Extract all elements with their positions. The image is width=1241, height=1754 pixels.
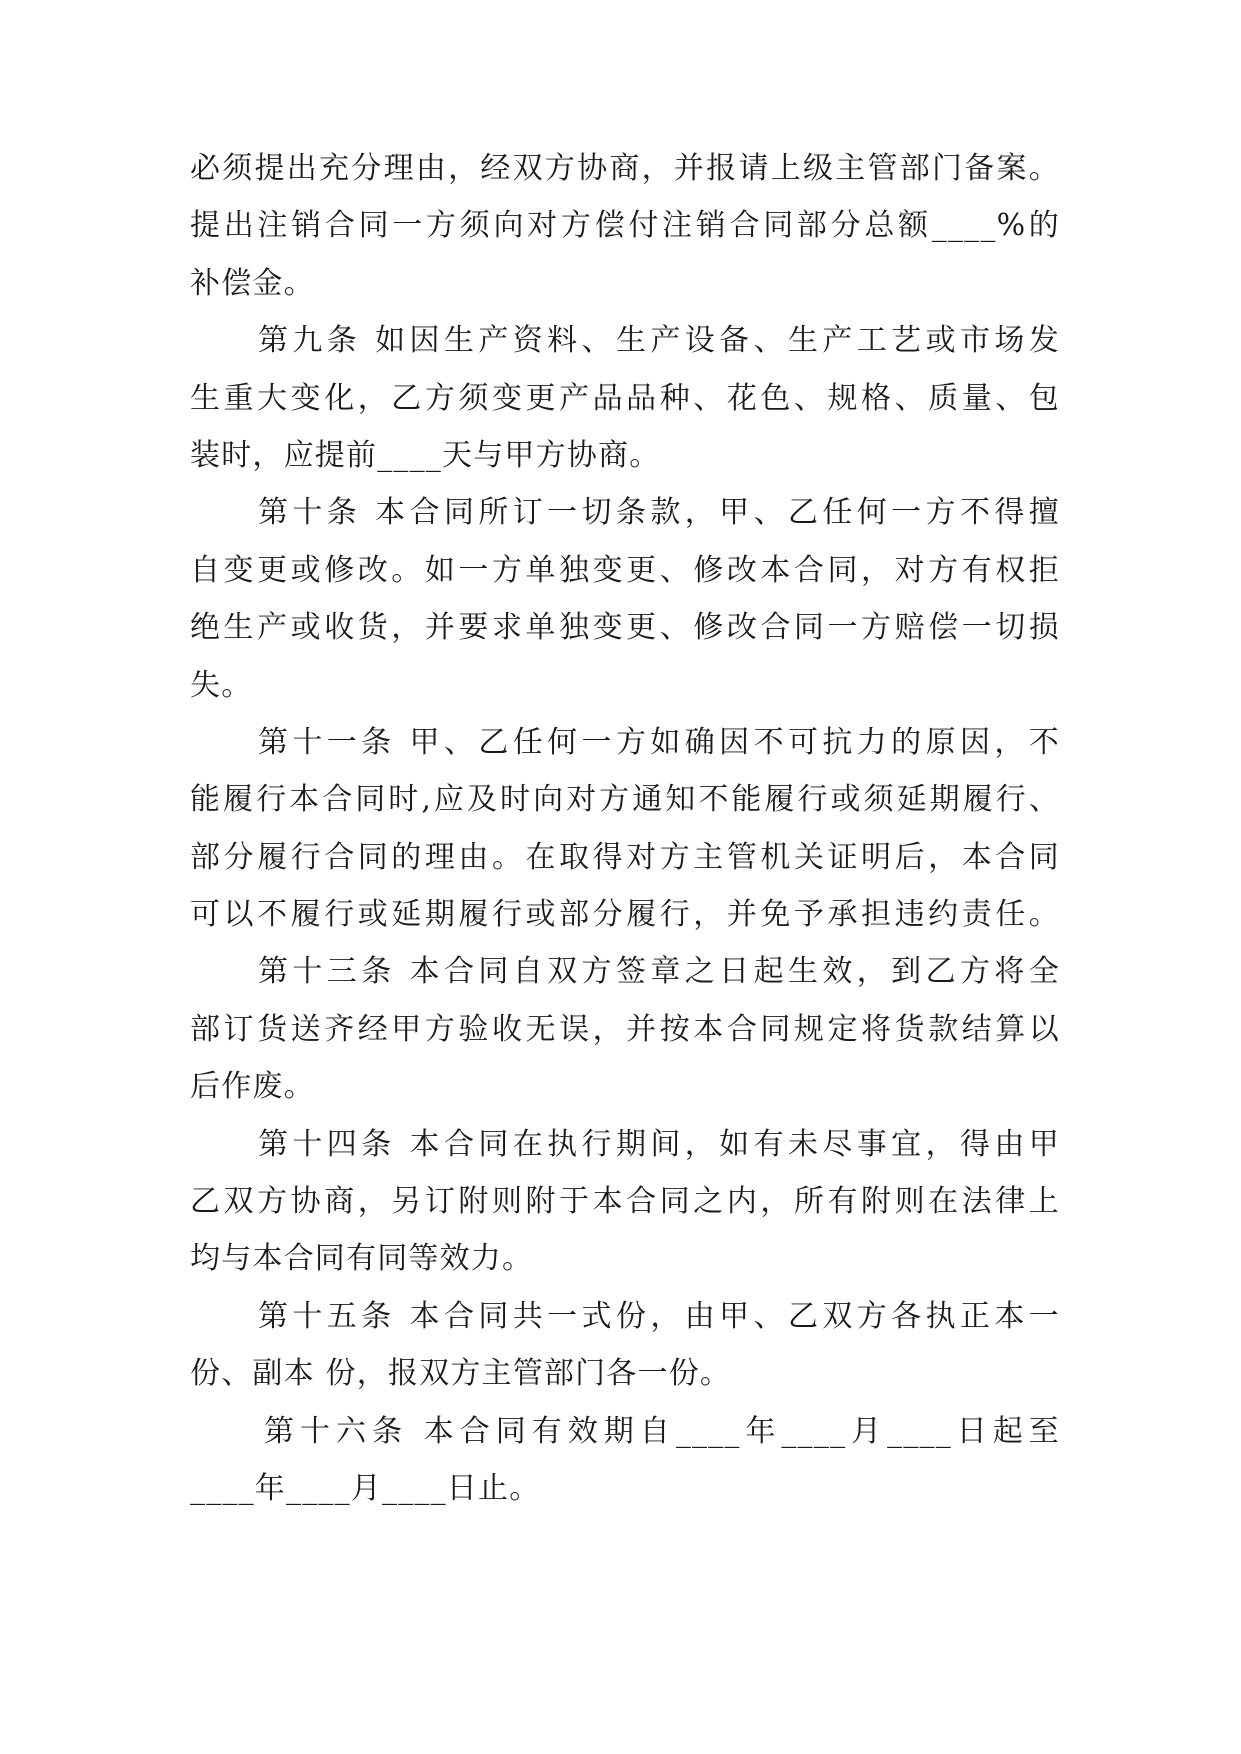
article-16-line-2: ____年____月____日止。 — [190, 1470, 541, 1506]
article-11-line-4: 可以不履行或延期履行或部分履行，并免予承担违约责任。 — [190, 897, 1060, 933]
article-10-line-4: 失。 — [190, 667, 253, 703]
article-10-line-3: 绝生产或收货，并要求单独变更、修改合同一方赔偿一切损 — [190, 610, 1060, 646]
text-line-1: 必须提出充分理由，经双方协商，并报请上级主管部门备案。 — [190, 151, 1060, 186]
article-16-line-1: 第十六条 本合同有效期自____年____月____日起至 — [264, 1413, 1060, 1449]
article-9-line-3: 装时，应提前____天与甲方协商。 — [190, 437, 661, 473]
article-14-line-3: 均与本合同有同等效力。 — [190, 1241, 534, 1277]
article-13-line-3: 后作废。 — [190, 1069, 315, 1105]
article-10-line-2: 自变更或修改。如一方单独变更、修改本合同，对方有权拒 — [190, 552, 1060, 588]
article-13-line-1: 第十三条 本合同自双方签章之日起生效，到乙方将全 — [258, 954, 1060, 990]
article-13-line-2: 部订货送齐经甲方验收无误，并按本合同规定将货款结算以 — [190, 1011, 1060, 1047]
text-line-3: 补偿金。 — [190, 265, 315, 301]
article-11-line-2: 能履行本合同时,应及时向对方通知不能履行或须延期履行、 — [190, 782, 1060, 818]
article-14-line-2: 乙双方协商，另订附则附于本合同之内，所有附则在法律上 — [190, 1184, 1060, 1220]
article-14-line-1: 第十四条 本合同在执行期间，如有未尽事宜，得由甲 — [258, 1126, 1060, 1162]
text-line-2: 提出注销合同一方须向对方偿付注销合同部分总额____%的 — [190, 208, 1060, 244]
article-9-line-2: 生重大变化，乙方须变更产品品种、花色、规格、质量、包 — [190, 380, 1060, 416]
contract-text — [190, 152, 1060, 1529]
article-10-line-1: 第十条 本合同所订一切条款，甲、乙任何一方不得擅 — [258, 495, 1060, 531]
article-11-line-3: 部分履行合同的理由。在取得对方主管机关证明后，本合同 — [190, 839, 1060, 875]
article-15-line-2: 份、副本 份，报双方主管部门各一份。 — [190, 1356, 732, 1392]
article-11-line-1: 第十一条 甲、乙任何一方如确因不可抗力的原因，不 — [258, 724, 1060, 760]
article-9-line-1: 第九条 如因生产资料、生产设备、生产工艺或市场发 — [258, 323, 1060, 359]
article-15-line-1: 第十五条 本合同共一式份，由甲、乙双方各执正本一 — [258, 1298, 1060, 1334]
